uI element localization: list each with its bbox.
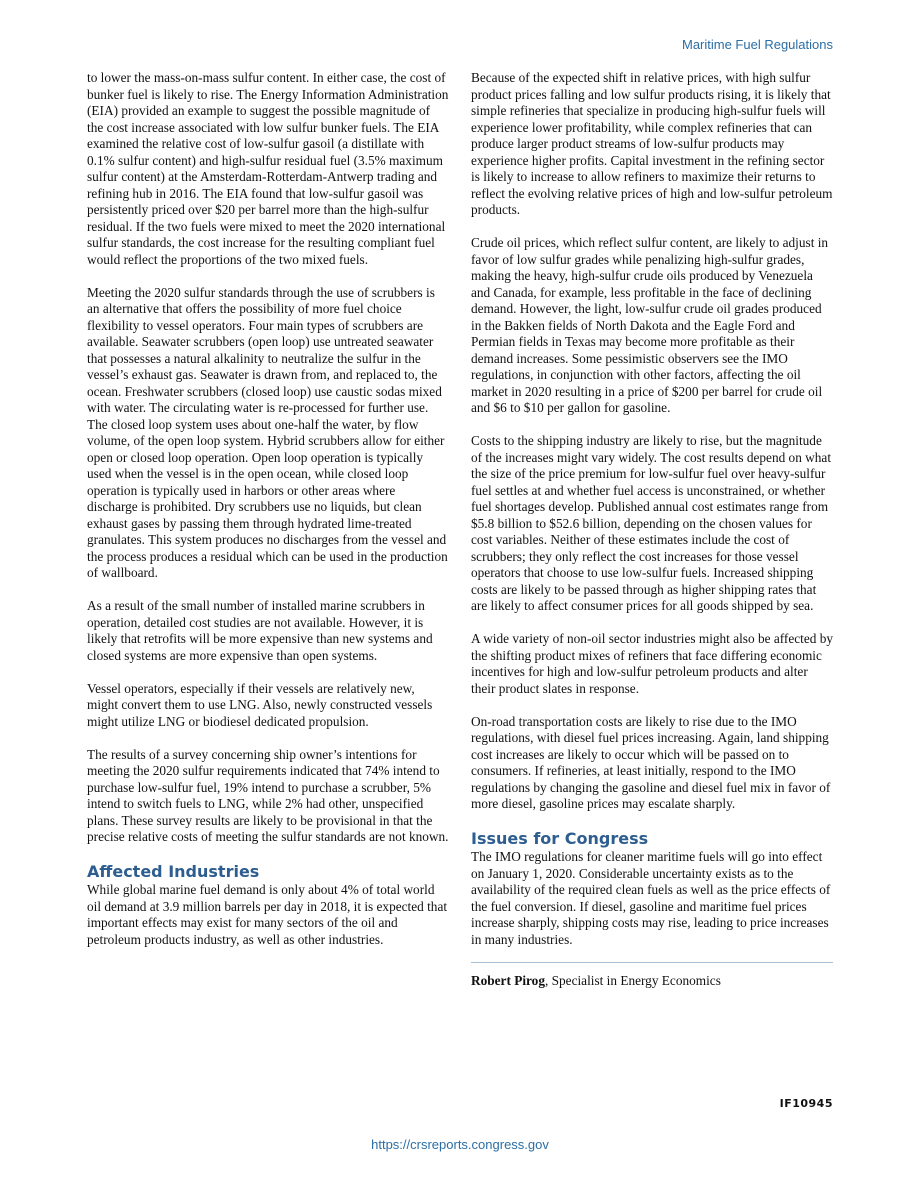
- left-column: [87, 70, 449, 948]
- paragraph: Meeting the 2020 sulfur standards through the use of scrubbers is an alternative that offers the possibility of more fuel choice flexibility to vessel operators. Four main types of scrubbers are available. Seawater scrubbers (open loop) use untreated seawater that possesses a natural alkalinity to neutralize the sulfur in the vessel’s exhaust gas. Seawater is drawn from, and replaced to, the ocean. Freshwater scrubbers (closed loop) use caustic sodas mixed with water. The circulating water is re-processed for further use. The closed loop system uses about one-half the water, by flow volume, of the open loop system. Hybrid scrubbers allow for either open or closed loop operation. Open loop operation is typically used when the vessel is in the open ocean, while closed loop operation is typically used in harbors or other areas where discharge is prohibited. Dry scrubbers use no liquids, but clean exhaust gases by passing them through hydrated lime-treated granulates. This system produces no discharges from the vessel and the process produces a residual which can be used in the production of wallboard.: [87, 284, 448, 580]
- section-heading-issues-for-congress: Issues for Congress: [471, 829, 649, 848]
- paragraph: While global marine fuel demand is only about 4% of total world oil demand at 3.9 million barrels per day in 2018, it is expected that important effects may exist for many sectors of the oil and petroleum products industry, as well as other industries.: [87, 882, 448, 947]
- section-heading-affected-industries: Affected Industries: [87, 862, 260, 881]
- paragraph: Costs to the shipping industry are likely to rise, but the magnitude of the increases might vary widely. The cost results depend on what the size of the price premium for low-sulfur fuel over heavy-sulfur fuel settles at and whether fuel access is unconstrained, or whether fuel shortages develop. Published annual cost estimates range from $5.8 billion to $52.6 billion, depending on the chosen values for cost variables. Neither of these estimates include the cost of scrubbers; they only reflect the cost increases for those vessel operators that choose to use low-sulfur fuels. Increased shipping costs are likely to be passed through as higher shipping rates that are likely to affect consumer prices for all goods shipped by sea.: [471, 433, 832, 613]
- author-name: Robert Pirog: [471, 973, 545, 988]
- author-divider: [471, 962, 833, 963]
- running-header-title: Maritime Fuel Regulations: [681, 37, 833, 52]
- author-title: , Specialist in Energy Economics: [544, 973, 721, 988]
- right-column: [471, 70, 833, 1006]
- author-line: [471, 973, 833, 990]
- paragraph: to lower the mass-on-mass sulfur content. In either case, the cost of bunker fuel is likely to rise. The Energy Information Administration (EIA) provided an example to suggest the possible magnitude of the cost increase associated with low sulfur bunker fuels. The EIA examined the relative cost of low-sulfur gasoil (a distillate with 0.1% sulfur content) and high-sulfur residual fuel (3.5% maximum sulfur content) at the Amsterdam-Rotterdam-Antwerp trading and refining hub in 2016. The EIA found that low-sulfur gasoil was persistently priced over $20 per barrel more than the high-sulfur residual. If the two fuels were mixed to meet the 2020 international sulfur standards, the cost increase for the resulting compliant fuel would reflect the proportions of the two mixed fuels.: [87, 70, 449, 267]
- paragraph: Vessel operators, especially if their vessels are relatively new, might convert them to use LNG. Also, newly constructed vessels might utilize LNG or biodiesel dedicated propulsion.: [87, 680, 433, 729]
- paragraph: As a result of the small number of installed marine scrubbers in operation, detailed cost studies are not available. However, it is likely that retrofits will be more expensive than new systems and closed systems are more expensive than open systems.: [87, 598, 433, 663]
- paragraph: On-road transportation costs are likely to rise due to the IMO regulations, with diesel fuel prices increasing. Again, land shipping cost increases are likely to occur which will be passed on to consumers. If refineries, at least initially, respond to the IMO regulations by changing the gasoline and diesel fuel mix in favor of more diesel, gasoline prices may escalate sharply.: [471, 713, 831, 811]
- report-id: IF10945: [779, 1097, 833, 1110]
- paragraph: Because of the expected shift in relative prices, with high sulfur product prices falling and low sulfur products rising, it is likely that simple refineries that specialize in producing high-sulfur fuels will experience lower profitability, while complex refineries that can produce larger product streams of low-sulfur products may experience higher profits. Capital investment in the refining sector is likely to increase to allow refiners to maximize their returns to reflect the evolving relative prices of high and low-sulfur petroleum products.: [471, 70, 833, 217]
- paragraph: Crude oil prices, which reflect sulfur content, are likely to adjust in favor of low sulfur grades while penalizing high-sulfur grades, making the heavy, high-sulfur crude oils produced by Venezuela and Canada, for example, less profitable in the face of declining demand. However, the light, low-sulfur crude oil grades produced in the Bakken fields of North Dakota and the Eagle Ford and Permian fields in Texas may become more profitable as their demand increases. Some pessimistic observers see the IMO regulations, in conjunction with other factors, affecting the oil market in 2020 resulting in a price of $200 per barrel for crude oil and $6 to $10 per gallon for gasoline.: [471, 235, 829, 415]
- paragraph: The results of a survey concerning ship owner’s intentions for meeting the 2020 sulfur requirements indicated that 74% intend to purchase low-sulfur fuel, 19% intend to purchase a scrubber, 5% intend to switch fuels to LNG, while 2% had other, unspecified plans. These survey results are likely to be provisional in that the precise relative costs of meeting the sulfur standards are not known.: [87, 746, 449, 844]
- paragraph: The IMO regulations for cleaner maritime fuels will go into effect on January 1, 2020. Considerable uncertainty exists as to the availability of the required clean fuels as well as the price effects of the fuel conversion. If diesel, gasoline and maritime fuel prices increase sharply, shipping costs may rise, leading to price increases in many industries.: [471, 849, 831, 947]
- paragraph: A wide variety of non-oil sector industries might also be affected by the shifting product mixes of refiners that face differing economic incentives for high and low-sulfur petroleum products and alter their product slates in response.: [471, 631, 834, 696]
- footer-url-link[interactable]: https://crsreports.congress.gov: [371, 1137, 549, 1152]
